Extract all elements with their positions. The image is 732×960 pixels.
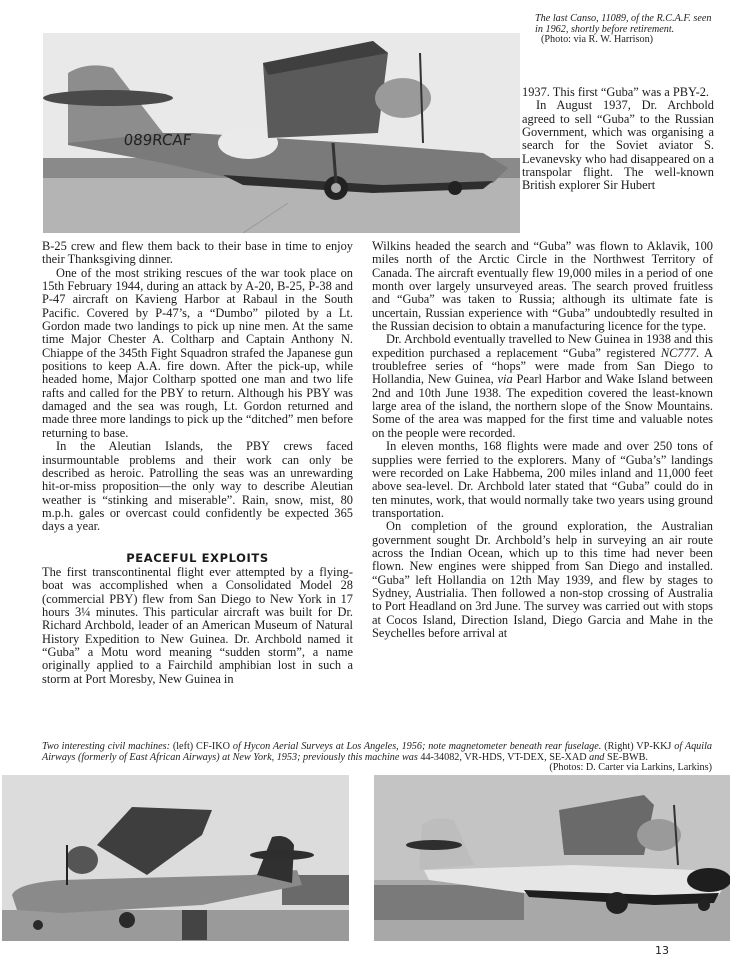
caption-text: (left) CF-IKO — [169, 741, 233, 752]
paragraph: On completion of the ground exploration, the Australian government sought Dr. Archbold’s help in surveying an air route across the Indian Ocean, which up to this time had never been flown. New engines were shipped from San Diego and installed. “Guba” left Hollandia on 12th May 1939, and flew by stages to Sydney, Austrialia. Then followed a non-stop crossing of Australia to Port Headland on 3rd June. The survey was carried out with stops at Cocos Island, Direction Island, Diego Garcia and Mahe in the Seychelles before arrival at — [372, 519, 713, 640]
paragraph: 1937. This first “Guba” was a PBY-2. — [522, 85, 709, 99]
caption-text: (Right) VP-KKJ — [601, 741, 675, 752]
caption-text: The last Canso, 11089, of the R.C.A.F. seen in 1962, shortly before retirement. — [535, 13, 712, 35]
photo-vp-kkj — [374, 775, 730, 941]
article-column-left — [42, 240, 353, 686]
paragraph: One of the most striking rescues of the war took place on 15th February 1944, during an attack by A-20, B-25, P-38 and P-47 aircraft on Kavieng Harbor at Rabaul in the South Pacific. Covered by P-47’s, a “Dumbo” piloted by a Lt. Gordon made two landings to pick up nine men. At the same time Major Chester A. Coltharp and Captain Anthony N. Chiappe of the 345th Fight Squadron strafed the Japanese gun positions to keep A.A. fire down. After the pick-up, while headed home, Major Coltharp spotted one man and two life rafts and called for the PBY to return. Although his PBY was damaged and the sea was rough, Lt. Gordon returned and made three more landings to pick up the “ditched” men before returning to base. — [42, 265, 353, 440]
article-column-right — [372, 240, 713, 640]
photo-credit: (Photos: D. Carter via Larkins, Larkins) — [549, 762, 712, 774]
svg-text:089RCAF: 089RCAF — [122, 131, 193, 149]
caption-text: and — [589, 751, 605, 763]
photo-cf-iko — [2, 775, 349, 941]
photo-credit: (Photo: via R. W. Harrison) — [541, 34, 654, 46]
text: Dr. Archbold eventually travelled to New Guinea in 1938 and this expedition purchased a replacement “Guba” registered — [372, 332, 713, 360]
canso-aircraft-illustration — [43, 33, 520, 233]
paragraph: The first transcontinental flight ever attempted by a flying-boat was accomplished when a Consolidated Model 28 (commercial PBY) flew from San Diego to New York in 17 hours 3¼ minutes. This particular aircraft was built for Dr. Richard Archbold, leader of an American Museum of Natural History Expedition to New Guinea. Dr. Archbold named it “Guba” a Motu word meaning “sudden storm”, a name originally applied to a Fairchild amphibian lost in such a storm at Port Moresby, New Guinea in — [42, 564, 353, 686]
registration: NC777 — [660, 345, 697, 360]
caption-text: of Hycon Aerial Surveys at Los Angeles, 1956; note magnetometer beneath rear fuselage. — [232, 741, 602, 752]
caption-text: of Aquila Airways (formerly of East African Airways) at New York, 1953; previously this machine was — [42, 741, 713, 763]
page-number: 13 — [655, 944, 669, 957]
section-heading: PEACEFUL EXPLOITS — [126, 550, 269, 565]
paragraph: In August 1937, Dr. Archbold agreed to sell “Guba” to the Russian Government, which was organising a search for the Soviet aviator S. Levanevsky who had disappeared on a transpolar flight. The well-known British explorer Sir Hubert — [522, 98, 714, 193]
caption-text: SE-BWB. — [604, 751, 648, 763]
cf-iko-aircraft-illustration — [2, 775, 349, 941]
paragraph: Wilkins headed the search and “Guba” was flown to Aklavik, 100 miles north of the Arctic Circle in the Northwest Territory of Canada. The aircraft eventually flew 19,000 miles in a period of one month over largely unsurveyed areas. The search proved fruitless and “Guba” was taken to Russia; although its ultimate fate is uncertain, Russian experience with “Guba” undoubtedly resulted in the Russian decision to obtain a manufacturing licence for the type. — [372, 239, 713, 334]
paragraph: In the Aleutian Islands, the PBY crews faced insurmountable problems and their work can only be described as heroic. Patrolling the seas was an unrewarding hit-or-miss proposition—the only way to describe Aleutian weather is “stinking and miserable”. Rain, snow, mist, 80 m.p.h. gales or overcast could confidently be expected 365 days a year. — [42, 439, 353, 534]
text: Pearl Harbor and Wake Island between 2nd and 10th June 1938. The expedition covered the least-known large area of the island, the northern slope of the Snow Mountains. Some of the area was mapped for the first time and valuable notes on the people were recorded. — [372, 372, 713, 440]
paragraph: B-25 crew and flew them back to their base in time to enjoy their Thanksgiving dinner. — [42, 239, 353, 267]
paragraph — [372, 333, 713, 440]
photo-canso-rcaf — [43, 33, 520, 233]
article-column-right-top — [522, 86, 714, 193]
paragraph: In eleven months, 168 flights were made and over 250 tons of supplies were ferried to the explorers. Many of “Guba’s” landings were recorded on Lake Habbema, 200 miles inland and 11,000 feet above sea-level. Dr. Archbold later stated that “Guba” could do in ten minutes, work, that would normally take two years using ground transportation. — [372, 439, 713, 520]
text: . A troublefree series of “hops” were made from San Diego to Hollandia, New Guinea, — [372, 345, 713, 387]
text: via — [497, 372, 513, 387]
photo-caption-top — [535, 14, 715, 46]
caption-text: 44-34082, VR-HDS, VT-DEX, SE-XAD — [417, 751, 590, 763]
vp-kkj-aircraft-illustration — [374, 775, 730, 941]
caption-text: Two interesting civil machines: — [42, 741, 170, 752]
photo-caption-bottom — [42, 742, 712, 774]
